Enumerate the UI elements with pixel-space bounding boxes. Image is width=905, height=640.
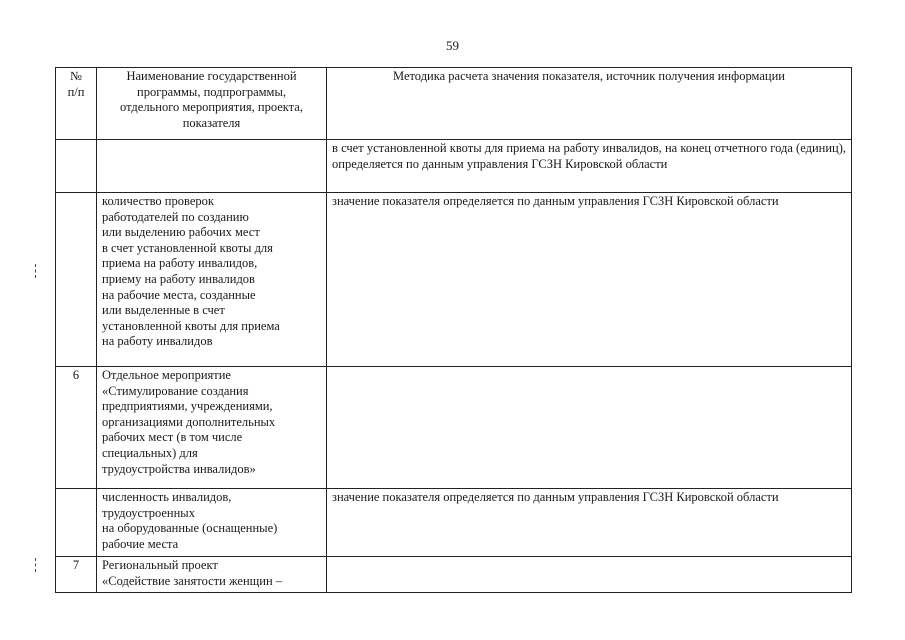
margin-mark xyxy=(35,264,38,278)
cell-num xyxy=(56,489,97,557)
cell-method: в счет установленной квоты для приема на работу инвалидов, на конец отчетного года (единиц), определяется по данным управления ГСЗН Кировской области xyxy=(327,140,852,193)
table-row xyxy=(56,193,852,367)
table-row xyxy=(56,140,852,193)
cell-num: 7 xyxy=(56,557,97,593)
cell-name: Отдельное мероприятие «Стимулирование создания предприятиями, учреждениями, организациями дополнительных рабочих мест (в том числе специальных) для трудоустройства инвалидов» xyxy=(97,367,327,489)
table-row xyxy=(56,489,852,557)
cell-method xyxy=(327,557,852,593)
table-row xyxy=(56,557,852,593)
cell-num xyxy=(56,193,97,367)
header-method: Методика расчета значения показателя, источник получения информации xyxy=(327,68,852,140)
cell-num xyxy=(56,140,97,193)
cell-method: значение показателя определяется по данным управления ГСЗН Кировской области xyxy=(327,193,852,367)
table-row xyxy=(56,367,852,489)
cell-num: 6 xyxy=(56,367,97,489)
cell-method xyxy=(327,367,852,489)
margin-mark xyxy=(35,558,38,572)
cell-method: значение показателя определяется по данным управления ГСЗН Кировской области xyxy=(327,489,852,557)
indicator-table xyxy=(55,67,852,593)
page-number: 59 xyxy=(446,38,459,53)
cell-name: количество проверок работодателей по созданию или выделению рабочих мест в счет установленной квоты для приема на работу инвалидов, приему на работу инвалидов на рабочие места, созданные или выделенные в счет установленной квоты для приема на работу инвалидов xyxy=(97,193,327,367)
header-num: № п/п xyxy=(56,68,97,140)
cell-name xyxy=(97,140,327,193)
cell-name: Региональный проект «Содействие занятости женщин – xyxy=(97,557,327,593)
cell-name: численность инвалидов, трудоустроенных на оборудованные (оснащенные) рабочие места xyxy=(97,489,327,557)
header-name: Наименование государственной программы, подпрограммы, отдельного мероприятия, проекта, показателя xyxy=(97,68,327,140)
table-header-row xyxy=(56,68,852,140)
